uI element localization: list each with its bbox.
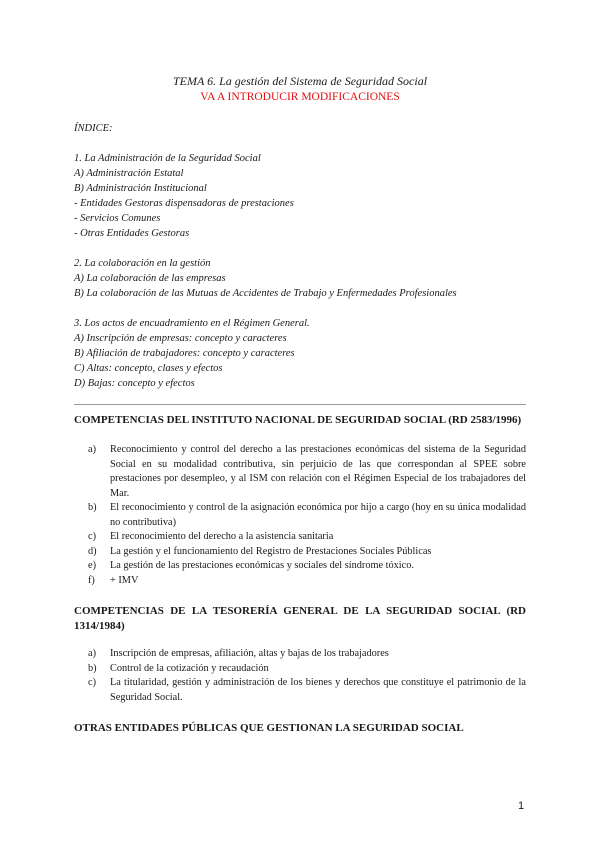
list-item: b) El reconocimiento y control de la asignación económica por hijo a cargo (hoy en su única modalidad no contributiva) bbox=[88, 502, 526, 528]
document-title: TEMA 6. La gestión del Sistema de Seguridad Social bbox=[172, 74, 428, 88]
index-line: 3. Los actos de encuadramiento en el Régimen General. bbox=[74, 318, 310, 329]
list-item: e) La gestión de las prestaciones económicas y sociales del síndrome tóxico. bbox=[88, 560, 414, 571]
index-block bbox=[74, 121, 457, 391]
index-line: 1. La Administración de la Seguridad Social bbox=[74, 153, 261, 164]
index-line: - Servicios Comunes bbox=[74, 213, 161, 224]
list-item: b) Control de la cotización y recaudación bbox=[88, 662, 269, 674]
page-number: 1 bbox=[518, 800, 525, 812]
index-line: - Otras Entidades Gestoras bbox=[74, 228, 190, 239]
index-line: 2. La colaboración en la gestión bbox=[74, 258, 211, 269]
index-line: A) Administración Estatal bbox=[74, 168, 184, 179]
index-line: B) La colaboración de las Mutuas de Accidentes de Trabajo y Enfermedades Profesionales bbox=[74, 288, 457, 299]
inss-list bbox=[88, 443, 526, 588]
list-item: d) La gestión y el funcionamiento del Registro de Prestaciones Sociales Públicas bbox=[88, 545, 432, 557]
tgss-heading: COMPETENCIAS DE LA TESORERÍA GENERAL DE LA SEGURIDAD SOCIAL (RD 1314/1984) bbox=[74, 605, 526, 632]
list-item: a) Reconocimiento y control del derecho a las prestaciones económicas del sistema de la Seguridad Social en su modalidad contributiva, sin perjuicio de las que correspondan al SPEE sobre prestaciones por desempleo, y al ISM con relación con el Régimen Especial de los trabajadores del Mar. bbox=[88, 444, 526, 499]
list-item: c) El reconocimiento del derecho a la asistencia sanitaria bbox=[88, 531, 334, 542]
index-line: B) Afiliación de trabajadores: concepto y caracteres bbox=[74, 348, 295, 359]
index-line: D) Bajas: concepto y efectos bbox=[74, 378, 195, 389]
modification-notice: VA A INTRODUCIR MODIFICACIONES bbox=[200, 91, 400, 103]
tgss-list bbox=[88, 647, 526, 705]
list-item: a) Inscripción de empresas, afiliación, altas y bajas de los trabajadores bbox=[88, 648, 389, 659]
otras-entidades-heading: OTRAS ENTIDADES PÚBLICAS QUE GESTIONAN LA SEGURIDAD SOCIAL bbox=[74, 722, 464, 734]
index-label: ÍNDICE: bbox=[74, 123, 113, 134]
list-item: f) + IMV bbox=[88, 574, 139, 586]
index-line: C) Altas: concepto, clases y efectos bbox=[74, 363, 223, 374]
list-item: c) La titularidad, gestión y administración de los bienes y derechos que constituye el patrimonio de la Seguridad Social. bbox=[88, 677, 526, 703]
index-line: A) Inscripción de empresas: concepto y caracteres bbox=[74, 333, 287, 344]
index-line: B) Administración Institucional bbox=[74, 183, 207, 194]
index-line: - Entidades Gestoras dispensadoras de prestaciones bbox=[74, 198, 294, 209]
section-divider bbox=[74, 404, 526, 405]
inss-heading: COMPETENCIAS DEL INSTITUTO NACIONAL DE SEGURIDAD SOCIAL (RD 2583/1996) bbox=[74, 414, 522, 426]
index-line: A) La colaboración de las empresas bbox=[74, 273, 226, 284]
